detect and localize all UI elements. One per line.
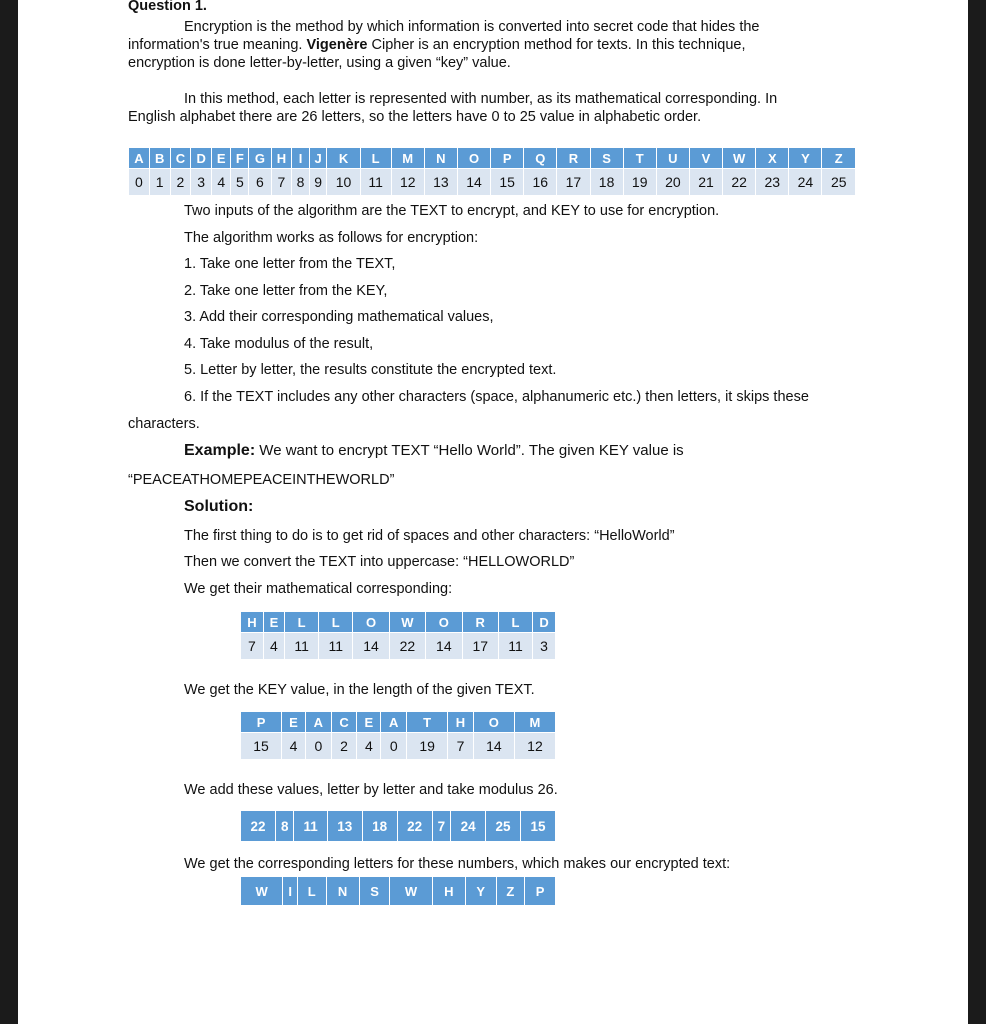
text-letters-row [241,612,556,633]
key-values-row [241,733,556,760]
text-value-cell: 11 [285,633,319,660]
alphabet-letter-cell: Q [524,148,557,169]
alphabet-letter-cell: X [756,148,789,169]
alphabet-letter-cell: A [129,148,150,169]
text-letter-cell: O [353,612,389,633]
text-letter-cell: L [285,612,319,633]
intro-line-1: Encryption is the method by which information is converted into secret code that hides the [184,19,760,35]
key-value-cell: 4 [282,733,306,760]
intro-line-3: encryption is done letter-by-letter, using a given “key” value. [128,55,511,71]
alphabet-value-cell: 4 [212,169,231,196]
key-letter-cell: O [473,712,514,733]
key-value-cell: 0 [305,733,331,760]
text-letter-cell: O [426,612,462,633]
alphabet-value-cell: 18 [590,169,623,196]
sum-value-cell: 18 [362,811,397,842]
alphabet-value-cell: 10 [327,169,360,196]
alphabet-letter-cell: U [656,148,689,169]
key-value-cell: 19 [407,733,448,760]
text-letter-cell: H [241,612,264,633]
alphabet-letter-cell: R [557,148,590,169]
key-letter-cell: T [407,712,448,733]
alphabet-value-cell: 25 [822,169,856,196]
text-letter-cell: L [498,612,532,633]
sum-value-cell: 7 [432,811,451,842]
alphabet-letter-cell: N [424,148,457,169]
alphabet-value-cell: 17 [557,169,590,196]
encrypted-letter-cell: I [283,877,298,906]
text-letter-cell: L [319,612,353,633]
key-value-cell: 0 [381,733,407,760]
alphabet-value-cell: 21 [689,169,722,196]
sum-value-cell: 22 [241,811,276,842]
sum-values-table [240,810,556,842]
encrypted-letter-cell: W [241,877,283,906]
text-value-cell: 14 [353,633,389,660]
alphabet-value-cell: 9 [309,169,327,196]
alphabet-letter-cell: T [623,148,656,169]
question-title: Question 1. [128,0,207,14]
text-value-cell: 7 [241,633,264,660]
alphabet-value-cell: 12 [391,169,424,196]
sum-values-row [241,811,556,842]
algorithm-step-6-continued: characters. [128,416,200,432]
encrypted-letter-cell: Y [465,877,496,906]
algorithm-inputs: Two inputs of the algorithm are the TEXT to encrypt, and KEY to use for encryption. [184,203,720,219]
alphabet-value-cell: 19 [623,169,656,196]
key-value-cell: 2 [331,733,357,760]
alphabet-value-cell: 6 [249,169,271,196]
alphabet-letter-cell: O [457,148,490,169]
text-value-cell: 11 [498,633,532,660]
encrypted-letter-cell: P [525,877,556,906]
alphabet-value-cell: 2 [170,169,191,196]
alphabet-letter-cell: P [491,148,524,169]
algorithm-step-2: 2. Take one letter from the KEY, [184,283,388,299]
text-value-cell: 17 [462,633,498,660]
key-letter-cell: E [282,712,306,733]
document-page [18,0,968,1024]
alphabet-table [128,147,856,196]
text-letter-cell: W [389,612,425,633]
encrypted-letter-cell: S [359,877,390,906]
example-line: Example: We want to encrypt TEXT “Hello World”. The given KEY value is [184,442,684,459]
sum-value-cell: 24 [451,811,486,842]
alphabet-letters-row [129,148,856,169]
alphabet-letter-cell: V [689,148,722,169]
solution-line-5: We add these values, letter by letter and take modulus 26. [184,782,558,798]
alphabet-value-cell: 11 [360,169,391,196]
solution-line-2: Then we convert the TEXT into uppercase: “HELLOWORLD” [184,554,575,570]
encrypted-letter-cell: L [298,877,327,906]
alphabet-value-cell: 22 [723,169,756,196]
alphabet-letter-cell: W [723,148,756,169]
alphabet-letter-cell: F [231,148,249,169]
alphabet-letter-cell: Z [822,148,856,169]
algorithm-step-5: 5. Letter by letter, the results constitute the encrypted text. [184,362,557,378]
example-label: Example: [184,442,256,459]
method-line-2: English alphabet there are 26 letters, so the letters have 0 to 25 value in alphabetic order. [128,109,702,125]
alphabet-letter-cell: M [391,148,424,169]
key-value-cell: 15 [241,733,282,760]
algorithm-step-6: 6. If the TEXT includes any other characters (space, alphanumeric etc.) then letters, it skips these [184,389,809,405]
algorithm-step-1: 1. Take one letter from the TEXT, [184,256,396,272]
encrypted-letter-cell: H [432,877,465,906]
alphabet-value-cell: 23 [756,169,789,196]
encrypted-letter-cell: W [390,877,432,906]
alphabet-letter-cell: J [309,148,327,169]
alphabet-value-cell: 1 [149,169,170,196]
alphabet-value-cell: 14 [457,169,490,196]
text-values-row [241,633,556,660]
text-value-cell: 3 [533,633,556,660]
solution-line-4: We get the KEY value, in the length of the given TEXT. [184,682,535,698]
intro-line-2: information's true meaning. Vigenère Cipher is an encryption method for texts. In this technique, [128,37,746,53]
text-letter-cell: D [533,612,556,633]
text-letter-cell: R [462,612,498,633]
alphabet-letter-cell: B [149,148,170,169]
key-letter-cell: A [305,712,331,733]
key-value-cell: 4 [357,733,381,760]
alphabet-letter-cell: E [212,148,231,169]
alphabet-letter-cell: G [249,148,271,169]
alphabet-value-cell: 13 [424,169,457,196]
sum-value-cell: 25 [486,811,521,842]
key-value-cell: 14 [473,733,514,760]
encrypted-result-table [240,876,556,906]
solution-line-6: We get the corresponding letters for these numbers, which makes our encrypted text: [184,856,731,872]
sum-value-cell: 8 [275,811,294,842]
sum-value-cell: 15 [521,811,556,842]
sum-value-cell: 22 [397,811,432,842]
key-letter-cell: P [241,712,282,733]
alphabet-letter-cell: K [327,148,360,169]
text-value-cell: 11 [319,633,353,660]
alphabet-value-cell: 7 [271,169,292,196]
alphabet-value-cell: 24 [789,169,822,196]
text-value-cell: 22 [389,633,425,660]
alphabet-letter-cell: Y [789,148,822,169]
alphabet-value-cell: 0 [129,169,150,196]
key-letter-cell: A [381,712,407,733]
key-value-cell: 7 [448,733,474,760]
solution-line-3: We get their mathematical corresponding: [184,581,453,597]
text-value-cell: 4 [263,633,284,660]
alphabet-values-row [129,169,856,196]
alphabet-value-cell: 15 [491,169,524,196]
key-letter-cell: H [448,712,474,733]
algorithm-step-4: 4. Take modulus of the result, [184,336,374,352]
text-values-table [240,611,556,660]
alphabet-value-cell: 8 [292,169,310,196]
alphabet-value-cell: 16 [524,169,557,196]
alphabet-letter-cell: L [360,148,391,169]
alphabet-letter-cell: I [292,148,310,169]
encrypted-letter-cell: Z [496,877,525,906]
text-value-cell: 14 [426,633,462,660]
key-values-table [240,711,556,760]
vigenere-term: Vigenère [306,37,368,53]
alphabet-letter-cell: C [170,148,191,169]
alphabet-value-cell: 5 [231,169,249,196]
sum-value-cell: 13 [327,811,362,842]
alphabet-value-cell: 20 [656,169,689,196]
key-letter-cell: E [357,712,381,733]
alphabet-value-cell: 3 [191,169,212,196]
encrypted-letters-row [241,877,556,906]
alphabet-letter-cell: S [590,148,623,169]
sum-value-cell: 11 [294,811,327,842]
key-letter-cell: C [331,712,357,733]
key-value-cell: 12 [514,733,555,760]
key-letters-row [241,712,556,733]
alphabet-letter-cell: H [271,148,292,169]
solution-line-1: The first thing to do is to get rid of spaces and other characters: “HelloWorld” [184,528,675,544]
alphabet-letter-cell: D [191,148,212,169]
solution-label: Solution: [184,498,254,515]
example-key: “PEACEATHOMEPEACEINTHEWORLD” [128,472,395,488]
key-letter-cell: M [514,712,555,733]
encrypted-letter-cell: N [326,877,359,906]
method-line-1: In this method, each letter is represented with number, as its mathematical corresponding. In [184,91,778,107]
algorithm-intro: The algorithm works as follows for encryption: [184,230,479,246]
text-letter-cell: E [263,612,284,633]
algorithm-step-3: 3. Add their corresponding mathematical values, [184,309,494,325]
